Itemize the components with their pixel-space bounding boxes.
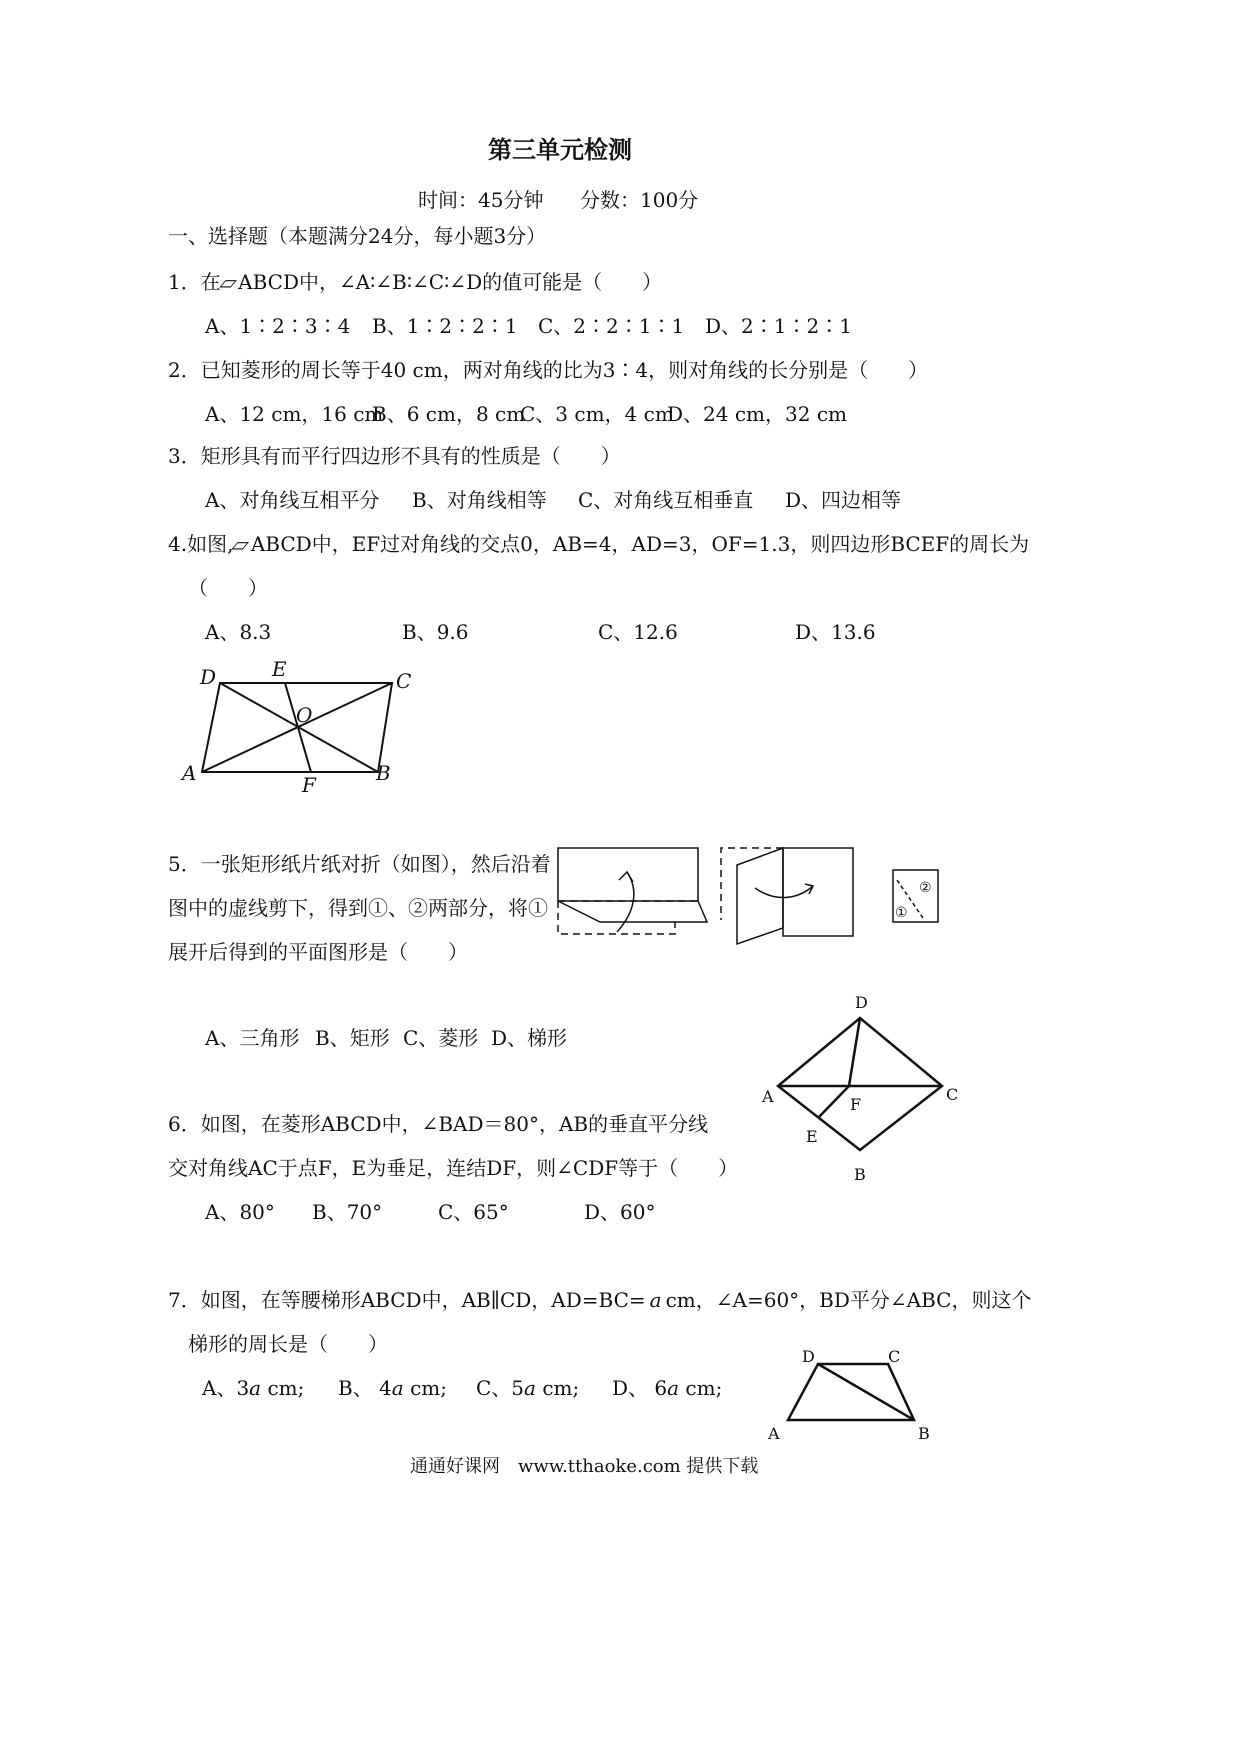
q4-parallelogram-figure — [170, 650, 430, 810]
q7-option-a-pre: A、3 — [202, 1376, 250, 1400]
q7-option-d — [612, 1378, 722, 1398]
label-e: E — [272, 657, 287, 681]
question-3-stem: 3．矩形具有而平行四边形不具有的性质是（ ） — [168, 444, 621, 468]
section-heading: 一、选择题（本题满分24分，每小题3分） — [168, 224, 547, 248]
q4-stem-pre: 4.如图, — [168, 532, 234, 556]
q1-stem-pre: 1．在 — [168, 270, 221, 294]
diagonal-bd — [818, 1364, 914, 1420]
q6-option-a: A、80° — [205, 1200, 275, 1224]
q5-option-d: D、梯形 — [491, 1026, 568, 1050]
label-f: F — [302, 773, 316, 797]
label-d: D — [802, 1347, 815, 1366]
q4-option-a: A、8.3 — [205, 620, 272, 644]
q3-option-c: C、对角线互相垂直 — [578, 488, 754, 512]
q7-option-b-var: a — [391, 1376, 404, 1400]
score-info: 分数：100分 — [580, 188, 699, 212]
q7-option-b-post: cm; — [403, 1376, 447, 1400]
q7-option-c — [476, 1378, 579, 1398]
label-b: B — [376, 761, 391, 785]
q7-option-d-post: cm; — [679, 1376, 723, 1400]
q3-option-a: A、对角线互相平分 — [205, 488, 380, 512]
label-c: C — [946, 1085, 959, 1104]
parallelogram-symbol: ▱ — [229, 532, 253, 556]
q7-option-a — [202, 1378, 304, 1398]
q4-stem-post: ABCD中，EF过对角线的交点0，AB=4，AD=3，OF=1.3，则四边形BCEF的周长为 — [250, 532, 1030, 556]
q4-stem-line2: （ ） — [188, 576, 268, 600]
fold-arrow — [617, 872, 634, 932]
q3-option-d: D、四边相等 — [785, 488, 902, 512]
label-o: O — [296, 703, 313, 727]
parallelogram-symbol: ▱ — [216, 270, 241, 294]
q4-option-d: D、13.6 — [795, 620, 876, 644]
q5-option-a: A、三角形 — [205, 1026, 300, 1050]
label-b: B — [918, 1424, 930, 1443]
q6-stem-line2: 交对角线AC于点F，E为垂足，连结DF，则∠CDF等于（ ） — [168, 1156, 739, 1180]
label-a: A — [182, 761, 197, 785]
q6-option-b: B、70° — [312, 1200, 383, 1224]
q5-stem-line3: 展开后得到的平面图形是（ ） — [168, 940, 468, 964]
q7-option-c-post: cm; — [535, 1376, 580, 1400]
piece-1-label: ① — [895, 905, 908, 921]
q7-stem-pre: 7．如图，在等腰梯形ABCD中，AB∥CD，AD=BC= — [168, 1288, 646, 1312]
q7-option-c-var: a — [524, 1376, 536, 1400]
label-d: D — [200, 665, 217, 689]
q1-option-a: A、1∶2∶3∶4 — [205, 314, 351, 338]
q2-option-d: D、24 cm，32 cm — [667, 402, 847, 426]
label-b: B — [854, 1165, 866, 1184]
q5-stem-line1: 5．一张矩形纸片纸对折（如图），然后沿着 — [168, 852, 551, 876]
question-2-stem: 2．已知菱形的周长等于40 cm，两对角线的比为3∶4，则对角线的长分别是（ ） — [168, 358, 929, 382]
q7-option-d-var: a — [667, 1376, 680, 1400]
segment-fe — [818, 1086, 849, 1118]
q5-folding-figure — [555, 840, 955, 960]
question-4-stem — [168, 534, 1029, 554]
q7-stem-line2: 梯形的周长是（ ） — [188, 1332, 388, 1356]
q6-option-c: C、65° — [438, 1200, 509, 1224]
q1-stem-post: ABCD中，∠A∶∠B∶∠C∶∠D的值可能是（ ） — [238, 270, 663, 294]
page-title: 第三单元检测 — [488, 135, 632, 164]
q7-option-c-pre: C、5 — [476, 1376, 525, 1400]
q7-option-b — [338, 1378, 447, 1398]
turn-arrow — [755, 886, 813, 898]
unfolded-dashed — [558, 901, 675, 934]
footer-credit: 通通好课网 www.tthaoke.com 提供下载 — [410, 1456, 759, 1477]
q1-option-c: C、2∶2∶1∶1 — [538, 314, 685, 338]
question-1-stem — [168, 272, 662, 292]
q7-stem-post: cm，∠A=60°，BD平分∠ABC，则这个 — [665, 1288, 1032, 1312]
label-f: F — [850, 1095, 862, 1114]
q5-option-c: C、菱形 — [403, 1026, 479, 1050]
time-info: 时间：45分钟 — [418, 188, 544, 212]
q2-option-c: C、3 cm，4 cm — [520, 402, 674, 426]
q7-trapezoid-figure — [762, 1344, 942, 1444]
q2-option-a: A、12 cm，16 cm — [205, 402, 384, 426]
q7-option-d-pre: D、 6 — [612, 1376, 668, 1400]
q4-option-c: C、12.6 — [598, 620, 678, 644]
q7-variable: a — [649, 1288, 662, 1312]
trapezoid-outline — [788, 1364, 914, 1420]
second-paper-flap — [737, 848, 783, 944]
rhombus-outline — [778, 1018, 942, 1150]
q5-option-b: B、矩形 — [315, 1026, 390, 1050]
q6-stem-line1: 6．如图，在菱形ABCD中，∠BAD＝80°，AB的垂直平分线 — [168, 1112, 709, 1136]
piece-2-label: ② — [919, 880, 932, 896]
q7-option-a-var: a — [249, 1376, 262, 1400]
segment-df — [849, 1018, 860, 1086]
q4-option-b: B、9.6 — [402, 620, 469, 644]
label-c: C — [396, 669, 412, 693]
label-d: D — [855, 993, 868, 1012]
q6-option-d: D、60° — [584, 1200, 656, 1224]
label-e: E — [806, 1127, 818, 1146]
label-c: C — [888, 1347, 901, 1366]
label-a: A — [768, 1424, 780, 1443]
q5-stem-line2: 图中的虚线剪下，得到①、②两部分，将① — [168, 896, 548, 920]
q1-option-d: D、2∶1∶2∶1 — [705, 314, 852, 338]
q6-rhombus-figure — [750, 990, 980, 1190]
segment-ef — [285, 683, 311, 772]
q2-option-b: B、6 cm，8 cm — [372, 402, 526, 426]
q7-option-b-pre: B、 4 — [338, 1376, 392, 1400]
q1-option-b: B、1∶2∶2∶1 — [372, 314, 518, 338]
second-paper-right — [783, 848, 853, 936]
q7-stem-line1 — [168, 1290, 1031, 1310]
q3-option-b: B、对角线相等 — [412, 488, 547, 512]
label-a: A — [762, 1087, 774, 1106]
q7-option-a-post: cm; — [261, 1376, 305, 1400]
